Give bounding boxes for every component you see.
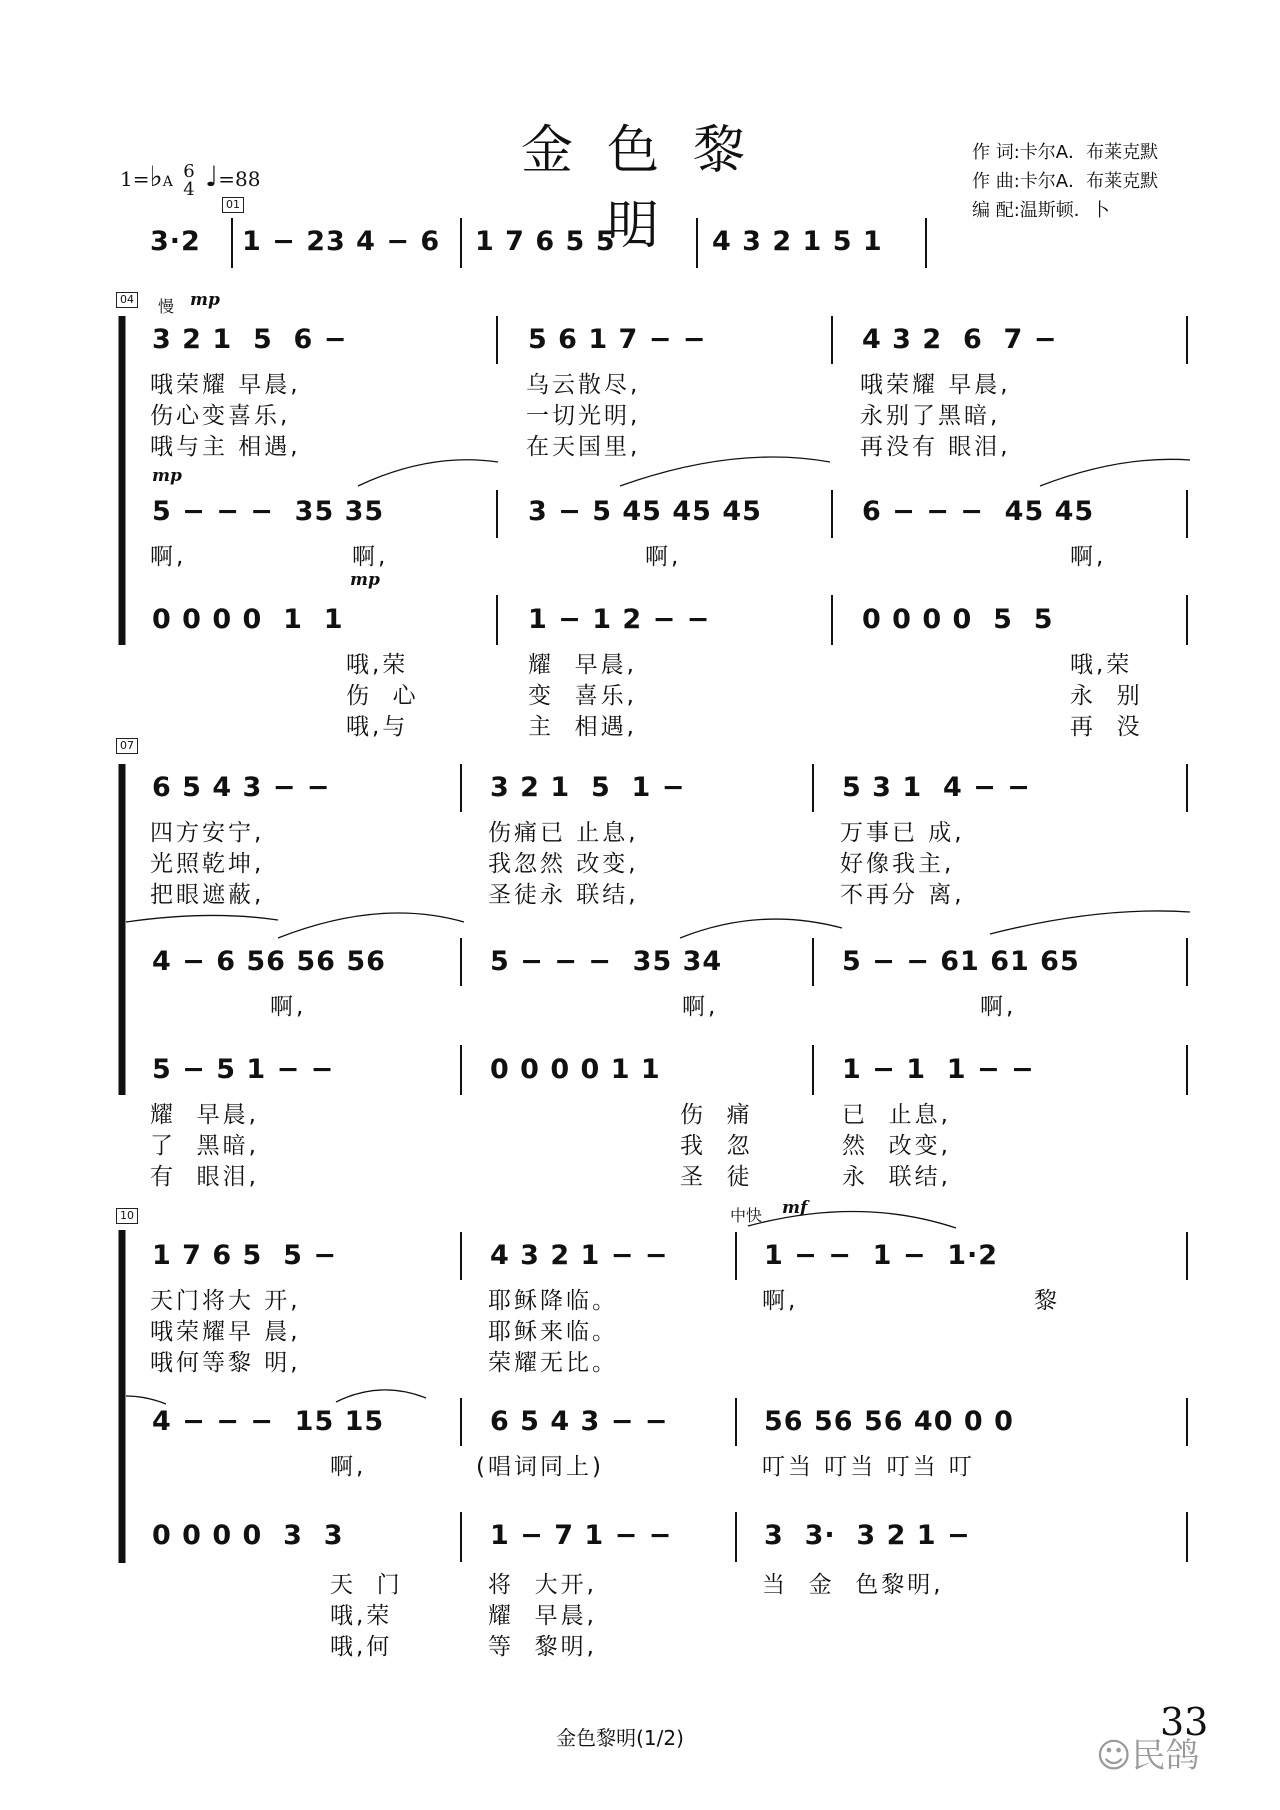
key-signature: [120, 160, 260, 199]
bass-lyric-verse2: 然 改变,: [842, 1133, 951, 1159]
bass-lyric-verse2: 伤 心: [346, 683, 419, 709]
bass-lyric-verse3: 有 眼泪,: [150, 1164, 259, 1190]
lyric-verse1: 乌云散尽,: [526, 372, 641, 398]
tempo-value: =88: [218, 167, 261, 191]
page-title: 金色黎明: [520, 121, 779, 256]
soprano-measure: 1 7 6 5 5 −: [152, 1240, 337, 1271]
bass-lyric-verse2: 永 别: [1070, 683, 1143, 709]
lyric-verse2: 光照乾坤,: [150, 851, 265, 877]
key-prefix: 1=: [120, 167, 150, 191]
tempo-mark-medium-fast: 中快: [730, 1206, 763, 1225]
alto-measure: 5 − − − 35 35: [152, 496, 385, 527]
lyric-verse1: 啊,: [762, 1288, 799, 1314]
lyric-verse1: 四方安宁,: [150, 820, 265, 846]
intro-measure: 1 7 6 5 5 −: [475, 226, 650, 257]
lyric-verse2: 伤心变喜乐,: [150, 403, 291, 429]
slur: [336, 1390, 426, 1402]
lyric-verse3: 哦何等黎 明,: [150, 1350, 301, 1376]
bass-lyric-verse1: 哦,荣: [1070, 652, 1133, 678]
alto-lyric: 啊,: [682, 994, 719, 1020]
slur: [680, 919, 842, 938]
bass-measure: 0 0 0 0 1 1: [152, 604, 344, 635]
alto-lyric: 啊,: [270, 994, 307, 1020]
bass-lyric-verse3: 圣 徒: [680, 1164, 753, 1190]
lyric-verse1: 伤痛已 止息,: [488, 820, 639, 846]
page-number: 33: [1160, 1700, 1209, 1744]
soprano-measure: 4 3 2 6 7 −: [862, 324, 1058, 355]
flat-sign: ♭: [149, 160, 163, 193]
credits: [972, 138, 1158, 225]
lyric-verse2: 好像我主,: [840, 851, 955, 877]
bass-lyric-verse1: 耀 早晨,: [150, 1102, 259, 1128]
dynamic-mp: mp: [152, 466, 182, 486]
alto-lyric: (唱词同上): [476, 1454, 604, 1480]
alto-measure: 6 5 4 3 − −: [490, 1406, 669, 1437]
lyric-verse3: 在天国里,: [526, 434, 641, 460]
alto-lyric: 啊,: [645, 544, 682, 570]
soprano-measure: 3 2 1 5 6 −: [152, 324, 348, 355]
alto-measure: 6 − − − 45 45: [862, 496, 1095, 527]
bass-lyric-verse1: 当 金 色黎明,: [762, 1572, 944, 1598]
bass-measure: 3 3· 3 2 1 −: [764, 1520, 971, 1551]
alto-lyric: 叮当 叮当 叮当 叮: [762, 1454, 975, 1480]
alto-measure: 56 56 56 40 0 0: [764, 1406, 1014, 1437]
soprano-measure: 1 − − 1 − 1·2: [764, 1240, 999, 1271]
bass-lyric-verse3: 再 没: [1070, 714, 1143, 740]
slur: [990, 911, 1190, 934]
lyricist-credit: 作 词:卡尔A．布莱克默: [972, 142, 1159, 163]
footer-caption: 金色黎明(1/2): [556, 1726, 684, 1750]
measure-number: 07: [116, 738, 138, 754]
slur: [126, 1396, 166, 1404]
lyric-verse3: 不再分 离,: [840, 882, 965, 908]
alto-measure: 5 − − 61 61 65: [842, 946, 1080, 977]
bass-lyric-verse2: 耀 早晨,: [488, 1603, 597, 1629]
watermark-text: 民鸽: [1131, 1736, 1200, 1776]
tempo-mark-slow: 慢: [158, 297, 175, 316]
measure-number: 04: [116, 292, 138, 308]
lyric-verse2: 我忽然 改变,: [488, 851, 639, 877]
bass-lyric-verse1: 伤 痛: [680, 1102, 753, 1128]
bass-lyric-verse3: 永 联结,: [842, 1164, 951, 1190]
bass-lyric-verse1: 哦,荣: [346, 652, 409, 678]
bass-lyric-verse1: 天 门: [330, 1572, 403, 1598]
bass-measure: 5 − 5 1 − −: [152, 1054, 335, 1085]
alto-lyric: 啊,: [1070, 544, 1107, 570]
bass-measure: 0 0 0 0 5 5: [862, 604, 1054, 635]
slur: [126, 915, 278, 922]
soprano-measure: 5 6 1 7 − −: [528, 324, 707, 355]
watermark: [1096, 1728, 1199, 1777]
bass-lyric-verse2: 哦,荣: [330, 1603, 393, 1629]
key-note: A: [162, 174, 173, 190]
lyric-verse1: 哦荣耀 早晨,: [860, 372, 1011, 398]
slur: [1040, 459, 1190, 486]
bass-lyric-verse2: 变 喜乐,: [528, 683, 637, 709]
dynamic-mp: mp: [190, 290, 220, 310]
soprano-measure: 6 5 4 3 − −: [152, 772, 331, 803]
soprano-measure: 5 3 1 4 − −: [842, 772, 1031, 803]
soprano-measure: 3 2 1 5 1 −: [490, 772, 686, 803]
intro-pickup: 3·2: [150, 226, 201, 257]
bass-measure: 1 − 1 1 − −: [842, 1054, 1035, 1085]
measure-number: 10: [116, 1208, 138, 1224]
bass-lyric-verse1: 将 大开,: [488, 1572, 597, 1598]
bass-measure: 0 0 0 0 3 3: [152, 1520, 344, 1551]
lyric-verse1: 耶稣降临。: [488, 1288, 618, 1314]
alto-measure: 4 − − − 15 15: [152, 1406, 385, 1437]
alto-measure: 5 − − − 35 34: [490, 946, 723, 977]
slur: [358, 460, 498, 486]
bass-measure: 1 − 1 2 − −: [528, 604, 711, 635]
dynamic-mp: mp: [350, 570, 380, 590]
lyric-verse2: 哦荣耀早 晨,: [150, 1319, 301, 1345]
bass-lyric-verse3: 哦,何: [330, 1634, 393, 1660]
bass-lyric-verse3: 哦,与: [346, 714, 409, 740]
slur: [748, 1211, 956, 1228]
quarter-note-icon: ♩: [205, 160, 219, 193]
alto-lyric: 啊,: [352, 544, 389, 570]
slur: [278, 913, 464, 938]
intro-measure: 4 3 2 1 5 1: [712, 226, 883, 257]
measure-number: 01: [222, 197, 244, 213]
bass-lyric-verse2: 我 忽: [680, 1133, 753, 1159]
bass-measure: 0 0 0 0 1 1: [490, 1054, 661, 1085]
lyric-verse1: 黎: [1034, 1288, 1060, 1314]
time-signature-top: 6: [183, 160, 195, 182]
bass-measure: 1 − 7 1 − −: [490, 1520, 673, 1551]
wechat-icon: ☺: [1096, 1736, 1132, 1776]
alto-lyric: 啊,: [150, 544, 187, 570]
bass-lyric-verse2: 了 黑暗,: [150, 1133, 259, 1159]
lyric-verse3: 圣徒永 联结,: [488, 882, 639, 908]
soprano-measure: 4 3 2 1 − −: [490, 1240, 669, 1271]
lyric-verse3: 荣耀无比。: [488, 1350, 618, 1376]
bass-lyric-verse3: 主 相遇,: [528, 714, 637, 740]
composer-credit: 作 曲:卡尔A．布莱克默: [972, 171, 1159, 192]
alto-lyric: 啊,: [330, 1454, 367, 1480]
lyric-verse2: 永别了黑暗,: [860, 403, 1001, 429]
lyric-verse1: 哦荣耀 早晨,: [150, 372, 301, 398]
lyric-verse3: 把眼遮蔽,: [150, 882, 265, 908]
lyric-verse2: 耶稣来临。: [488, 1319, 618, 1345]
dynamic-mf: mf: [782, 1198, 808, 1218]
time-signature-bottom: 4: [183, 178, 195, 200]
lyric-verse1: 万事已 成,: [840, 820, 965, 846]
lyric-verse2: 一切光明,: [526, 403, 641, 429]
lyric-verse3: 再没有 眼泪,: [860, 434, 1011, 460]
alto-measure: 4 − 6 56 56 56: [152, 946, 386, 977]
arranger-credit: 编 配:温斯顿．卜: [972, 200, 1110, 221]
alto-measure: 3 − 5 45 45 45: [528, 496, 762, 527]
lyric-verse1: 天门将大 开,: [150, 1288, 301, 1314]
lyric-verse3: 哦与主 相遇,: [150, 434, 301, 460]
bass-lyric-verse1: 已 止息,: [842, 1102, 951, 1128]
slur: [620, 457, 830, 486]
intro-measure: 1 − 23 4 − 6: [242, 226, 441, 257]
alto-lyric: 啊,: [980, 994, 1017, 1020]
bass-lyric-verse3: 等 黎明,: [488, 1634, 597, 1660]
bass-lyric-verse1: 耀 早晨,: [528, 652, 637, 678]
